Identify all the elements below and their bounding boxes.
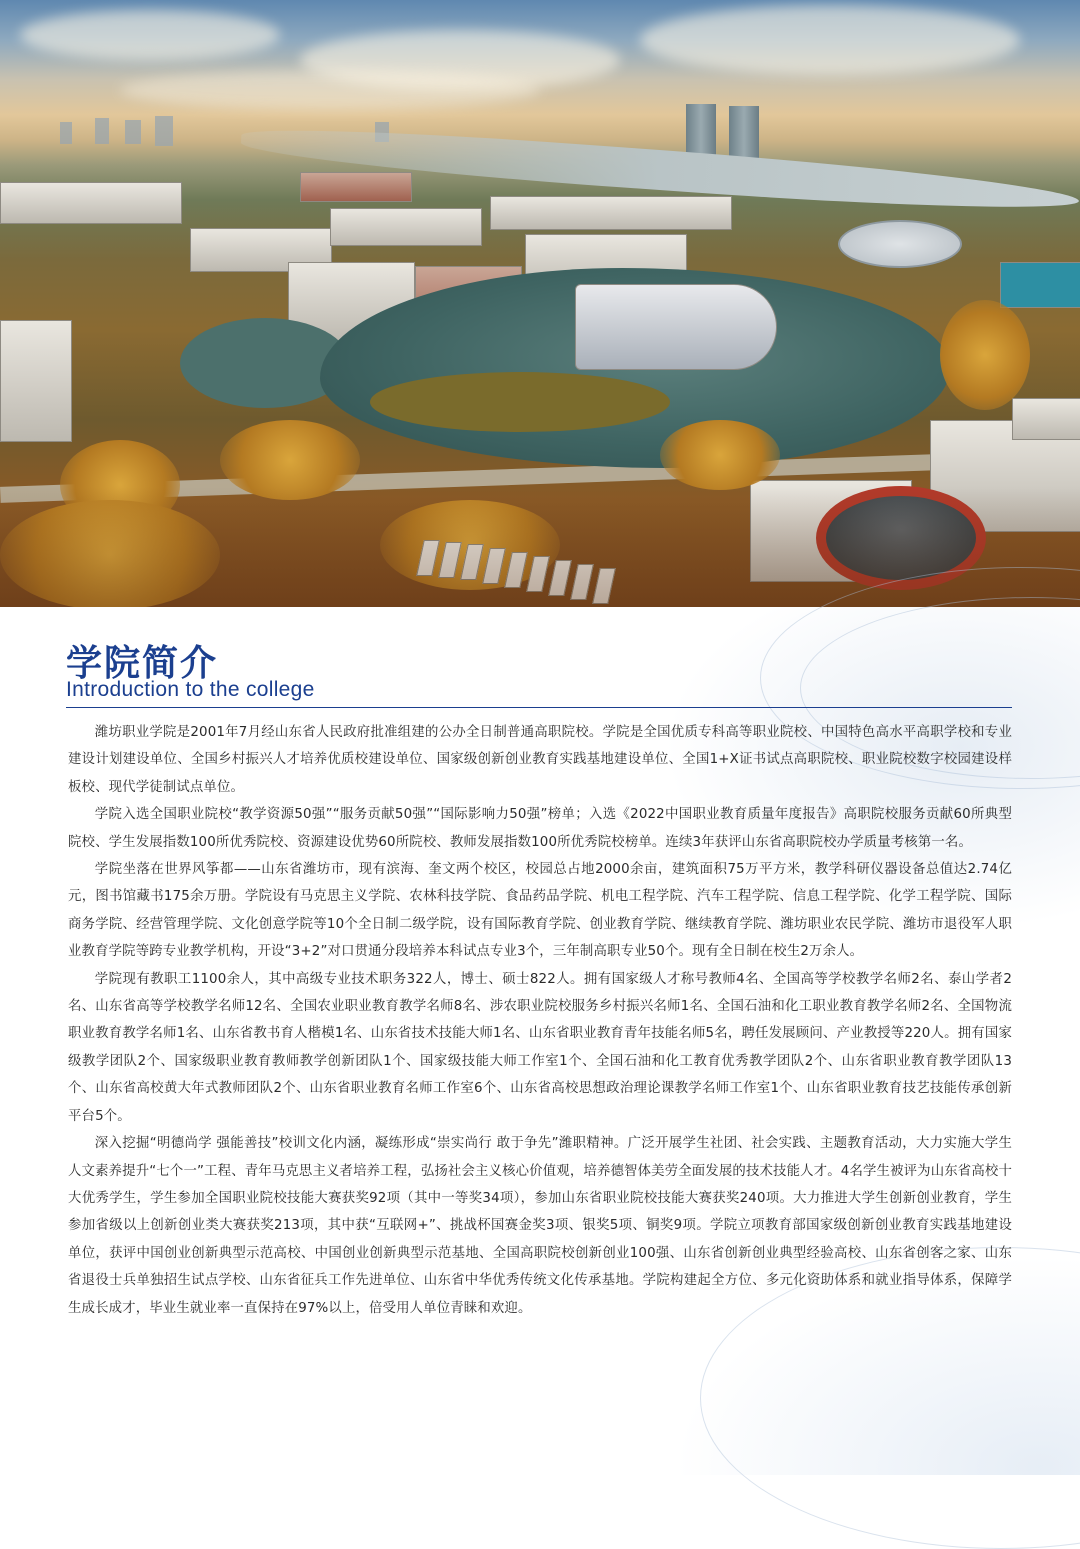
distant-building bbox=[125, 120, 141, 144]
cloud bbox=[640, 5, 1020, 75]
library-building bbox=[575, 284, 777, 370]
cloud bbox=[20, 10, 280, 60]
title-divider bbox=[66, 707, 1012, 708]
distant-building bbox=[60, 122, 72, 144]
lake-island bbox=[370, 372, 670, 432]
building bbox=[0, 182, 182, 224]
twin-tower-right bbox=[729, 106, 759, 162]
building bbox=[0, 320, 72, 442]
building bbox=[300, 172, 412, 202]
section-title: 学院简介 bbox=[66, 643, 219, 684]
distant-building bbox=[95, 118, 109, 144]
intro-paragraph: 学院坐落在世界风筝都——山东省潍坊市，现有滨海、奎文两个校区，校园总占地2000余亩，建筑面积75万平方米，教学科研仪器设备总值达2.74亿元，图书馆藏书175余万册。学院设有马克思主义学院、农林科技学院、食品药品学院、机电工程学院、汽车工程学院、信息工程学院、化学工程学院、国际商务学院、经营管理学院、文化创意学院等10个全日制二级学院，设有国际教育学院、创业教育学院、继续教育学院、潍坊职业农民学院、潍坊市退役军人职业教育学院等跨专业教学机构，开设“3+2”对口贯通分段培养本科试点专业3个，三年制高职专业50个。现有全日制在校生2万余人。 bbox=[68, 862, 1012, 960]
autumn-tree bbox=[940, 300, 1030, 410]
introduction-section bbox=[0, 607, 1080, 1475]
cloud bbox=[120, 70, 540, 110]
section-subtitle: Introduction to the college bbox=[66, 678, 315, 701]
campus-aerial-photo bbox=[0, 0, 1080, 607]
intro-paragraph: 学院现有教职工1100余人，其中高级专业技术职务322人，博士、硕士822人。拥有国家级人才称号教师4名、全国高等学校教学名师2名、泰山学者2名、山东省高等学校教学名师12名、全国农业职业教育教学名师8名、涉农职业院校服务乡村振兴名师1名、全国石油和化工职业教育教学名师2名、全国物流职业教育教学名师1名、山东省教书育人楷模1名、山东省技术技能大师1名、山东省职业教育青年技能名师5名，聘任发展顾问、产业教授等220人。拥有国家级教学团队2个、国家级职业教育教师教学创新团队1个、国家级技能大师工作室1个、全国石油和化工教育优秀教学团队2个、山东省职业教育教学团队13个、山东省高校黄大年式教师团队2个、山东省职业教育名师工作室6个、山东省高校思想政治理论课教学名师工作室1个、山东省职业教育技艺技能传承创新平台5个。 bbox=[68, 971, 1012, 1124]
sports-field bbox=[1000, 262, 1080, 308]
building bbox=[330, 208, 482, 246]
intro-paragraph: 潍坊职业学院是2001年7月经山东省人民政府批准组建的公办全日制普通高职院校。学院是全国优质专科高等职业院校、中国特色高水平高职学校和专业建设计划建设单位、全国乡村振兴人才培养优质校建设单位、国家级创新创业教育实践基地建设单位、全国1+X证书试点高职院校、职业院校数字校园建设样板校、现代学徒制试点单位。 bbox=[68, 725, 1012, 795]
autumn-tree bbox=[660, 420, 780, 490]
stadium bbox=[838, 220, 962, 268]
intro-paragraph: 学院入选全国职业院校“教学资源50强”“服务贡献50强”“国际影响力50强”榜单；入选《2022中国职业教育质量年度报告》高职院校服务贡献60所典型院校、学生发展指数100所优秀院校、资源建设优势60所院校、教师发展指数100所优秀院校榜单。连续3年获评山东省高职院校办学质量考核第一名。 bbox=[68, 807, 1012, 850]
building bbox=[1012, 398, 1080, 440]
building bbox=[490, 196, 732, 230]
distant-building bbox=[155, 116, 173, 146]
intro-paragraph: 深入挖掘“明德尚学 强能善技”校训文化内涵，凝练形成“崇实尚行 敢于争先”潍职精神。广泛开展学生社团、社会实践、主题教育活动，大力实施大学生人文素养提升“七个一”工程、青年马克思主义者培养工程，弘扬社会主义核心价值观，培养德智体美劳全面发展的技术技能人才。4名学生被评为山东省高校十大优秀学生，学生参加全国职业院校技能大赛获奖92项（其中一等奖34项），参加山东省职业院校技能大赛获奖240项。大力推进大学生创新创业教育，学生参加省级以上创新创业类大赛获奖213项，其中获“互联网+”、挑战杯国赛金奖3项、银奖5项、铜奖9项。学院立项教育部国家级创新创业教育实践基地建设单位，获评中国创业创新典型示范高校、中国创业创新典型示范基地、全国高职院校创新创业100强、山东省创新创业典型经验高校、山东省创客之家、山东省退役士兵单独招生试点学校、山东省征兵工作先进单位、山东省中华优秀传统文化传承基地。学院构建起全方位、多元化资助体系和就业指导体系，保障学生成长成才，毕业生就业率一直保持在97%以上，倍受用人单位青睐和欢迎。 bbox=[68, 1136, 1012, 1316]
intro-body bbox=[68, 719, 1012, 1322]
